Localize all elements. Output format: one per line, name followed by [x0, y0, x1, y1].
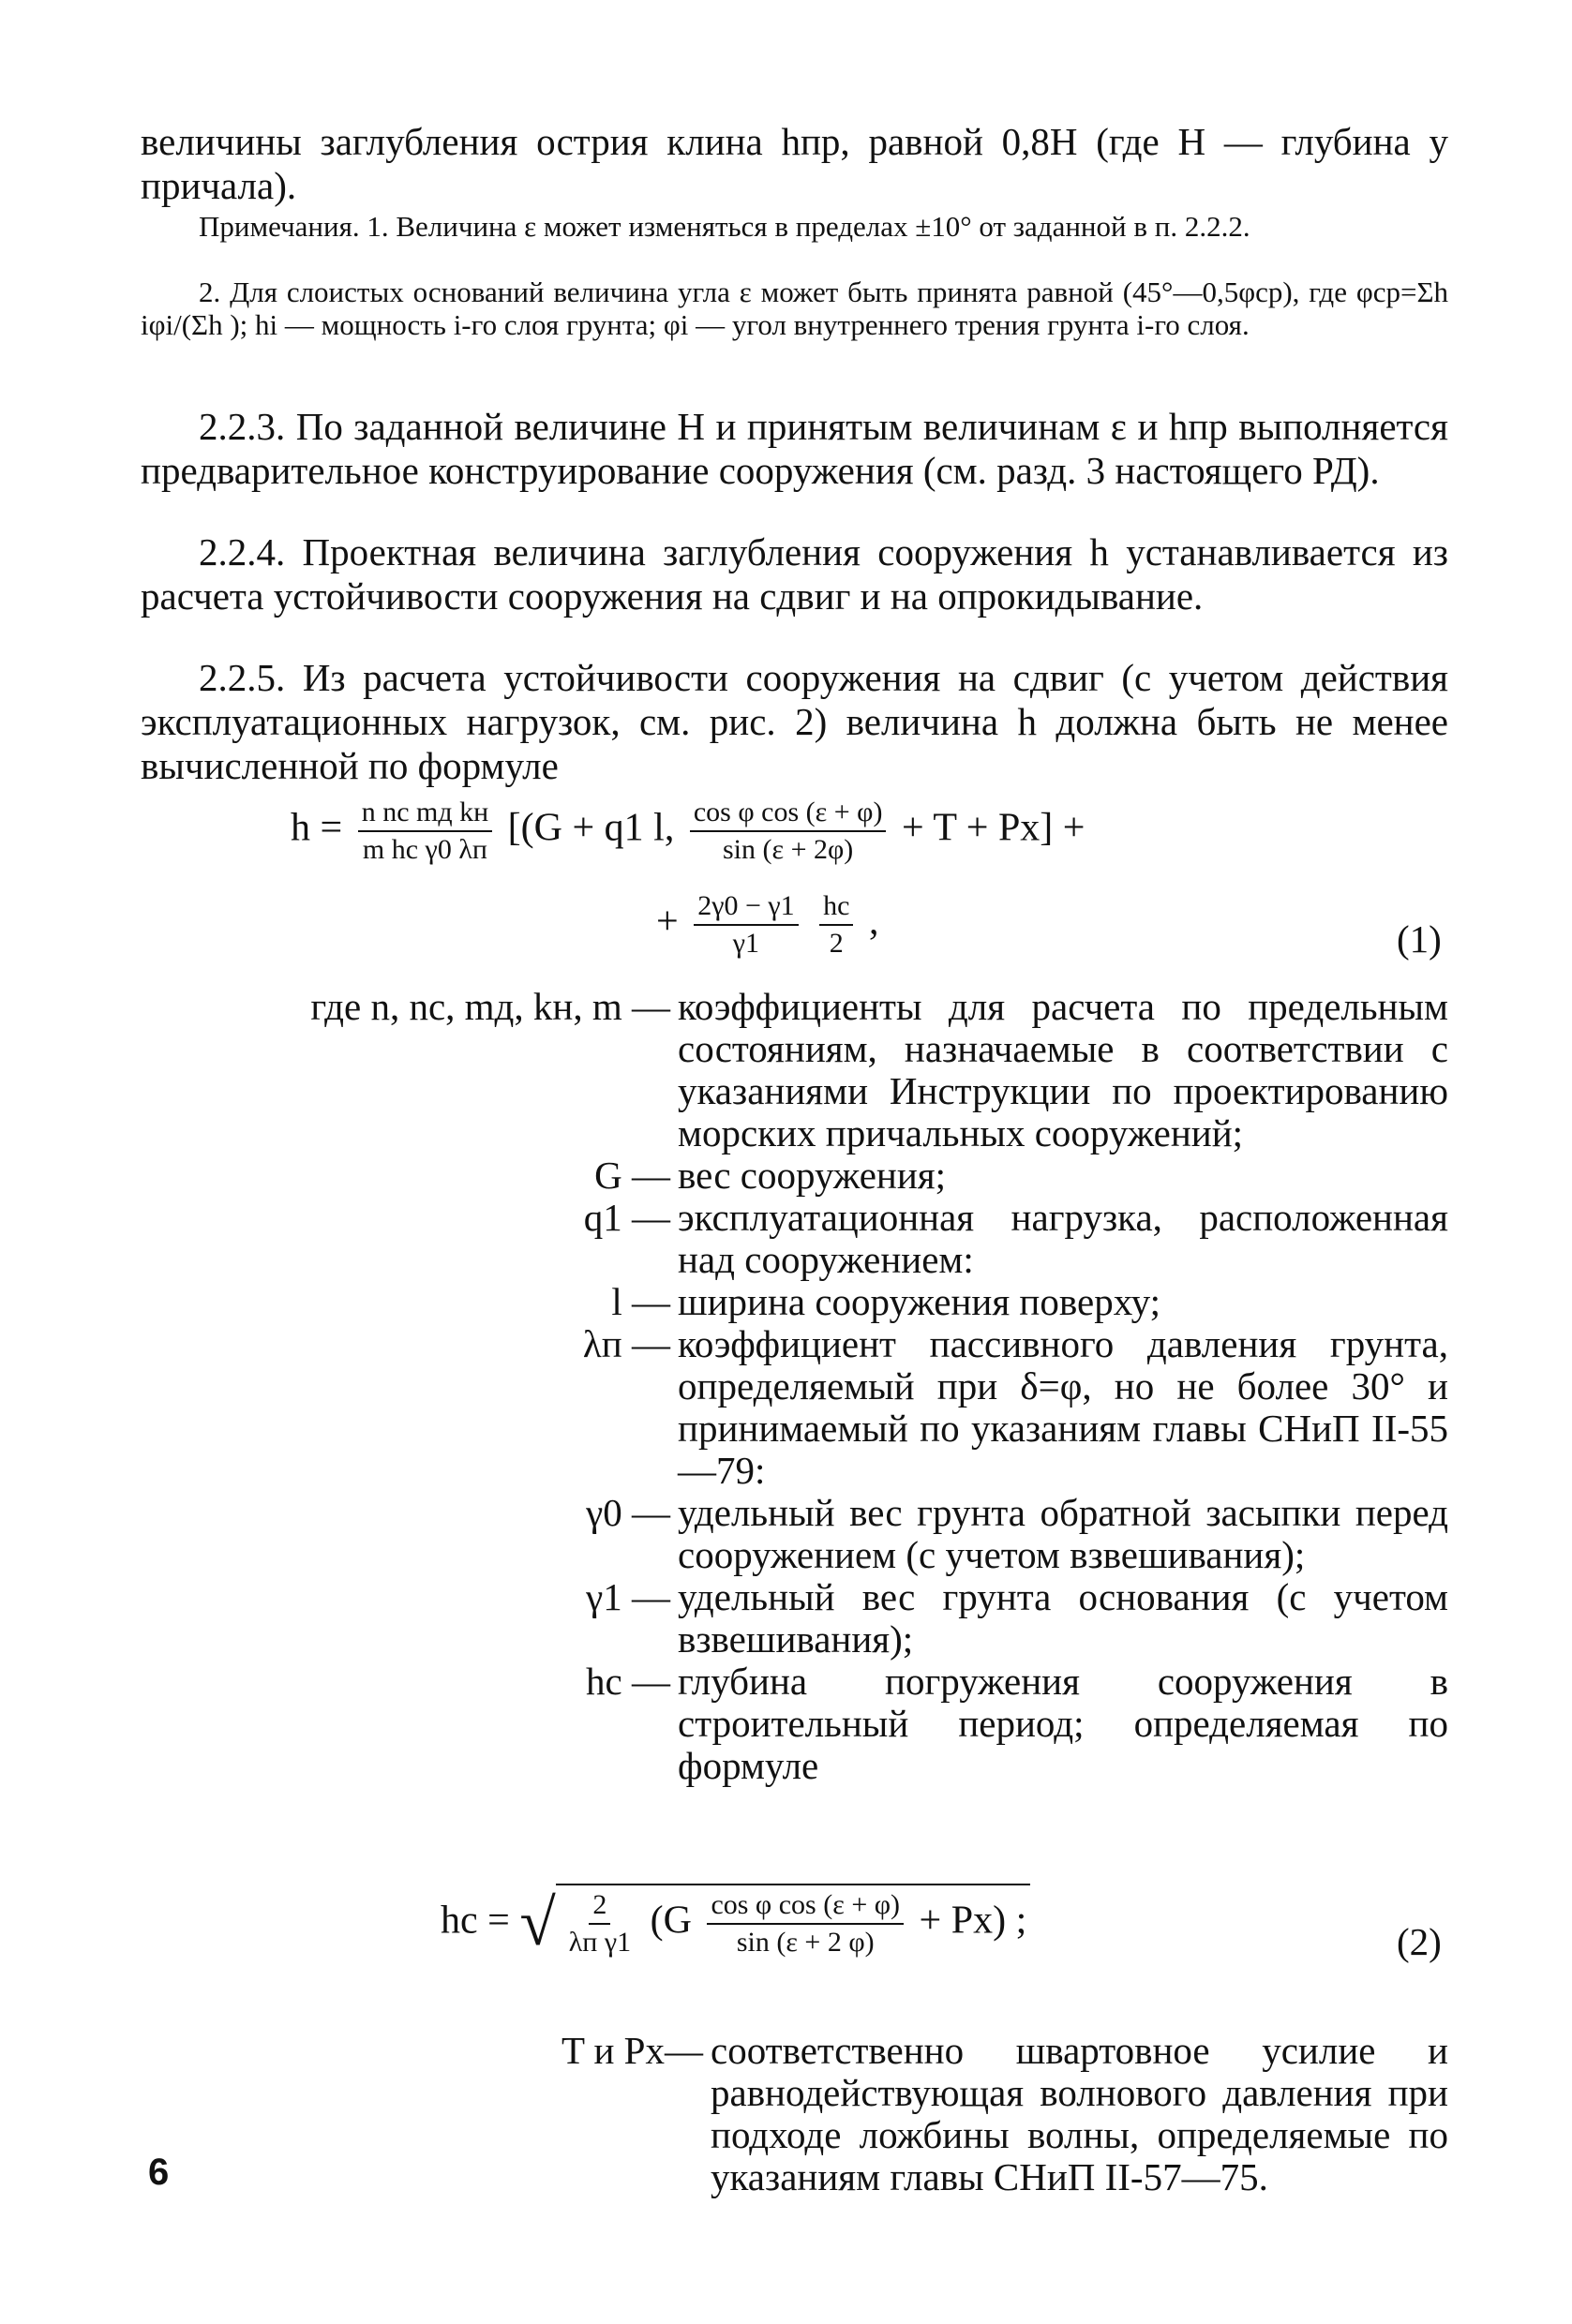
- definitions-list-2: [141, 2030, 1448, 2198]
- paragraph-2-2-5: 2.2.5. Из расчета устойчивости сооружения на сдвиг (с учетом действия эксплуатационных нагрузок, см. рис. 2) величина h должна быть не менее вычисленной по формуле: [141, 656, 1448, 787]
- formula-1-f1-numerator: n nс mд kн: [358, 797, 492, 832]
- formula-1-mid: [(G + q1 l,: [507, 806, 675, 850]
- formula-1-line2-plus: +: [656, 900, 679, 944]
- formula-2-f1-denominator: λп γ1: [568, 1927, 632, 1958]
- definition-text: эксплуатационная нагрузка, расположенная над сооружением:: [678, 1196, 1448, 1281]
- note-1: Примечания. 1. Величина ε может изменяться в пределах ±10° от заданной в п. 2.2.2.: [199, 210, 1250, 243]
- paragraph-intro: величины заглубления острия клина hпр, равной 0,8H (где H — глубина у причала).: [141, 120, 1448, 207]
- definition-text: удельный вес грунта обратной засыпки перед сооружением (с учетом взвешивания);: [678, 1491, 1448, 1576]
- definition-text: коэффициенты для расчета по предельным состояниям, назначаемые в соответствии с указаниями Инструкции по проектированию морских причальных сооружений;: [678, 985, 1448, 1155]
- definition-text: вес сооружения;: [678, 1154, 947, 1197]
- formula-1-f3-numerator: 2γ0 − γ1: [694, 890, 798, 926]
- definition-row: [141, 1197, 1448, 1281]
- formula-2-fraction-trig: [707, 1889, 904, 1959]
- formula-1-fraction-trig: [690, 797, 887, 866]
- note-2: 2. Для слоистых оснований величина угла ε может быть принята равной (45°—0,5φср), где φср=Σh iφi/(Σh ); hi — мощность i-го слоя грунта; φi — угол внутреннего трения грунта i-го слоя.: [141, 276, 1448, 341]
- paragraph-2-2-4: 2.2.4. Проектная величина заглубления сооружения h устанавливается из расчета устойчивости сооружения на сдвиг и на опрокидывание.: [141, 530, 1448, 618]
- formula-1-f2-denominator: sin (ε + 2φ): [722, 834, 854, 865]
- formula-2-g: (G: [650, 1899, 692, 1943]
- formula-1-line2-end: ,: [868, 900, 879, 944]
- definition-symbol: q1 —: [583, 1196, 670, 1239]
- definition-row: [141, 986, 1448, 1155]
- definitions-list: [141, 986, 1448, 1787]
- formula-1-tail: + T + Px] +: [901, 806, 1085, 850]
- formula-2-f1-numerator: 2: [589, 1889, 610, 1925]
- formula-1-f1-denominator: m hс γ0 λп: [362, 834, 487, 865]
- formula-2: [441, 1884, 1030, 1959]
- definition-symbol: λп —: [582, 1322, 670, 1365]
- definition-text: коэффициент пассивного давления грунта, определяемый при δ=φ, но не более 30° и принимаемый по указаниям главы СНиП II-55—79:: [678, 1322, 1448, 1492]
- definition-symbol: l —: [611, 1280, 670, 1323]
- paragraph-2-2-3: 2.2.3. По заданной величине H и принятым величинам ε и hпр выполняется предварительное конструирование сооружения (см. разд. 3 настоящего РД).: [141, 405, 1448, 492]
- definition-symbol: γ0 —: [586, 1491, 670, 1534]
- formula-1-f4-numerator: hc: [819, 890, 853, 926]
- definition-symbol: γ1 —: [586, 1575, 670, 1618]
- definition-row: [141, 1576, 1448, 1661]
- formula-2-fraction-coeff: [565, 1889, 635, 1959]
- definition-symbol: hc —: [586, 1660, 670, 1703]
- formula-1-fraction-coeffs: [358, 797, 492, 866]
- definition-row: [141, 1492, 1448, 1576]
- formula-1-fraction-gamma: [694, 890, 798, 960]
- page-number: 6: [148, 2152, 170, 2193]
- equation-number-1: (1): [1397, 917, 1442, 961]
- formula-1-lhs: h =: [291, 806, 343, 850]
- definition-text: удельный вес грунта основания (с учетом взвешивания);: [678, 1575, 1448, 1661]
- definition-text: ширина сооружения поверху;: [678, 1280, 1160, 1323]
- formula-1-f2-numerator: cos φ cos (ε + φ): [690, 797, 887, 832]
- formula-2-f2-denominator: sin (ε + 2 φ): [736, 1927, 875, 1958]
- definition-row: [141, 1323, 1448, 1492]
- formula-2-radicand: [556, 1884, 1031, 1959]
- formula-1-line-2: [656, 890, 878, 960]
- definition-symbol: T и Px—: [561, 2029, 703, 2072]
- formula-2-f2-numerator: cos φ cos (ε + φ): [707, 1889, 904, 1925]
- definition-row: [141, 2030, 1448, 2198]
- equation-number-2: (2): [1397, 1920, 1442, 1963]
- formula-1-f3-denominator: γ1: [732, 928, 760, 959]
- definition-symbol: где n, nс, mд, kн, m —: [310, 985, 670, 1028]
- definition-row: [141, 1661, 1448, 1787]
- definition-symbol: G —: [594, 1154, 670, 1197]
- sqrt-sign-icon: √: [519, 1887, 556, 1959]
- formula-2-tail: + Px) ;: [919, 1899, 1027, 1943]
- definition-text: соответственно швартовное усилие и равнодействующая волнового давления при подходе ложбины волны, определяемые по указаниям главы СНиП II-57—75.: [711, 2029, 1448, 2198]
- definition-text: глубина погружения сооружения в строительный период; определяемая по формуле: [678, 1660, 1448, 1787]
- definition-row: [141, 1155, 1448, 1197]
- formula-2-lhs: hc =: [441, 1899, 510, 1943]
- formula-1-f4-denominator: 2: [829, 928, 844, 959]
- formula-1-fraction-hc: [819, 890, 853, 960]
- formula-1-line-1: [291, 797, 1085, 866]
- definition-row: [141, 1281, 1448, 1323]
